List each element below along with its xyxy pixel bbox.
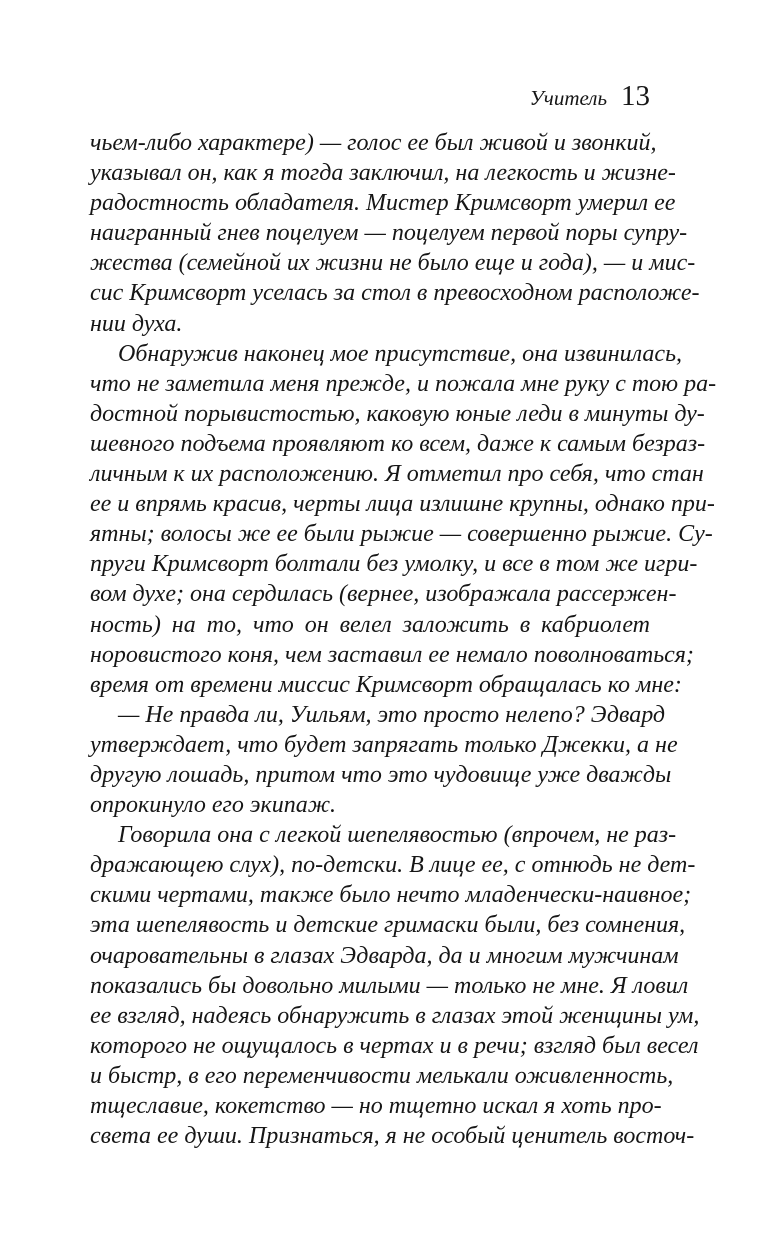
- text-line: эта шепелявость и детские гримаски были, без сомнения,: [90, 912, 686, 939]
- text-line: очаровательны в глазах Эдварда, да и многим мужчинам: [90, 942, 679, 969]
- text-line: нии духа.: [90, 310, 183, 337]
- text-line: показались бы довольно милыми — только не мне. Я ловил: [90, 972, 689, 999]
- page-header: [530, 80, 650, 113]
- text-line: Обнаружив наконец мое присутствие, она извинилась,: [118, 340, 682, 367]
- text-line: шевного подъема проявляют ко всем, даже к самым безраз-: [90, 430, 706, 457]
- text-line: которого не ощущалось в чертах и в речи; взгляд был весел: [90, 1032, 699, 1059]
- text-line: — Не правда ли, Уильям, это просто нелепо? Эдвард: [118, 701, 666, 728]
- paragraph-3: [90, 700, 678, 820]
- text-line: ее взгляд, надеясь обнаружить в глазах этой женщины ум,: [90, 1002, 700, 1029]
- body-text: [90, 128, 717, 1151]
- text-line: наигранный гнев поцелуем — поцелуем первой поры супру-: [90, 220, 688, 247]
- paragraph-2: [90, 339, 717, 700]
- text-line: норовистого коня, чем заставил ее немало поволноваться;: [90, 641, 694, 668]
- text-line: ность) на то, что он велел заложить в кабриолет: [90, 611, 650, 638]
- text-line: радостность обладателя. Мистер Кримсворт умерил ее: [90, 190, 676, 217]
- text-line: достной порывистостью, каковую юные леди в минуты ду-: [90, 400, 705, 427]
- text-line: что не заметила меня прежде, и пожала мне руку с тою ра-: [90, 370, 717, 397]
- text-line: жества (семейной их жизни не было еще и года), — и мис-: [90, 250, 696, 277]
- text-line: чьем-либо характере) — голос ее был живой и звонкий,: [90, 130, 657, 156]
- paragraph-4: [90, 820, 700, 1151]
- text-line: света ее души. Признаться, я не особый ценитель восточ-: [90, 1123, 695, 1150]
- text-line: скими чертами, также было нечто младенчески-наивное;: [90, 882, 692, 909]
- text-line: сис Кримсворт уселась за стол в превосходном расположе-: [90, 280, 700, 307]
- text-line: пруги Кримсворт болтали без умолку, и все в том же игри-: [90, 551, 698, 578]
- text-line: и быстр, в его переменчивости мелькали оживленность,: [90, 1062, 674, 1089]
- text-line: личным к их расположению. Я отметил про себя, что стан: [90, 461, 704, 488]
- text-line: ятны; волосы же ее были рыжие — совершенно рыжие. Су-: [90, 521, 713, 548]
- text-line: Говорила она с легкой шепелявостью (впрочем, не раз-: [118, 822, 677, 849]
- running-title: Учитель: [529, 86, 607, 110]
- paragraph-1: [90, 128, 700, 339]
- page-number: 13: [621, 80, 650, 112]
- text-line: утверждает, что будет запрягать только Джекки, а не: [90, 731, 678, 758]
- text-line: тщеславие, кокетство — но тщетно искал я хоть про-: [90, 1093, 662, 1119]
- text-line: ее и впрямь красив, черты лица излишне крупны, однако при-: [90, 491, 715, 518]
- text-line: указывал он, как я тогда заключил, на легкость и жизне-: [90, 160, 676, 187]
- text-line: другую лошадь, притом что это чудовище уже дважды: [90, 761, 672, 788]
- text-line: вом духе; она сердилась (вернее, изображала рассержен-: [90, 581, 677, 608]
- text-line: опрокинуло его экипаж.: [90, 792, 337, 819]
- text-line: дражающею слух), по-детски. В лице ее, с отнюдь не дет-: [90, 852, 696, 879]
- text-line: время от времени миссис Кримсворт обращалась ко мне:: [90, 671, 682, 698]
